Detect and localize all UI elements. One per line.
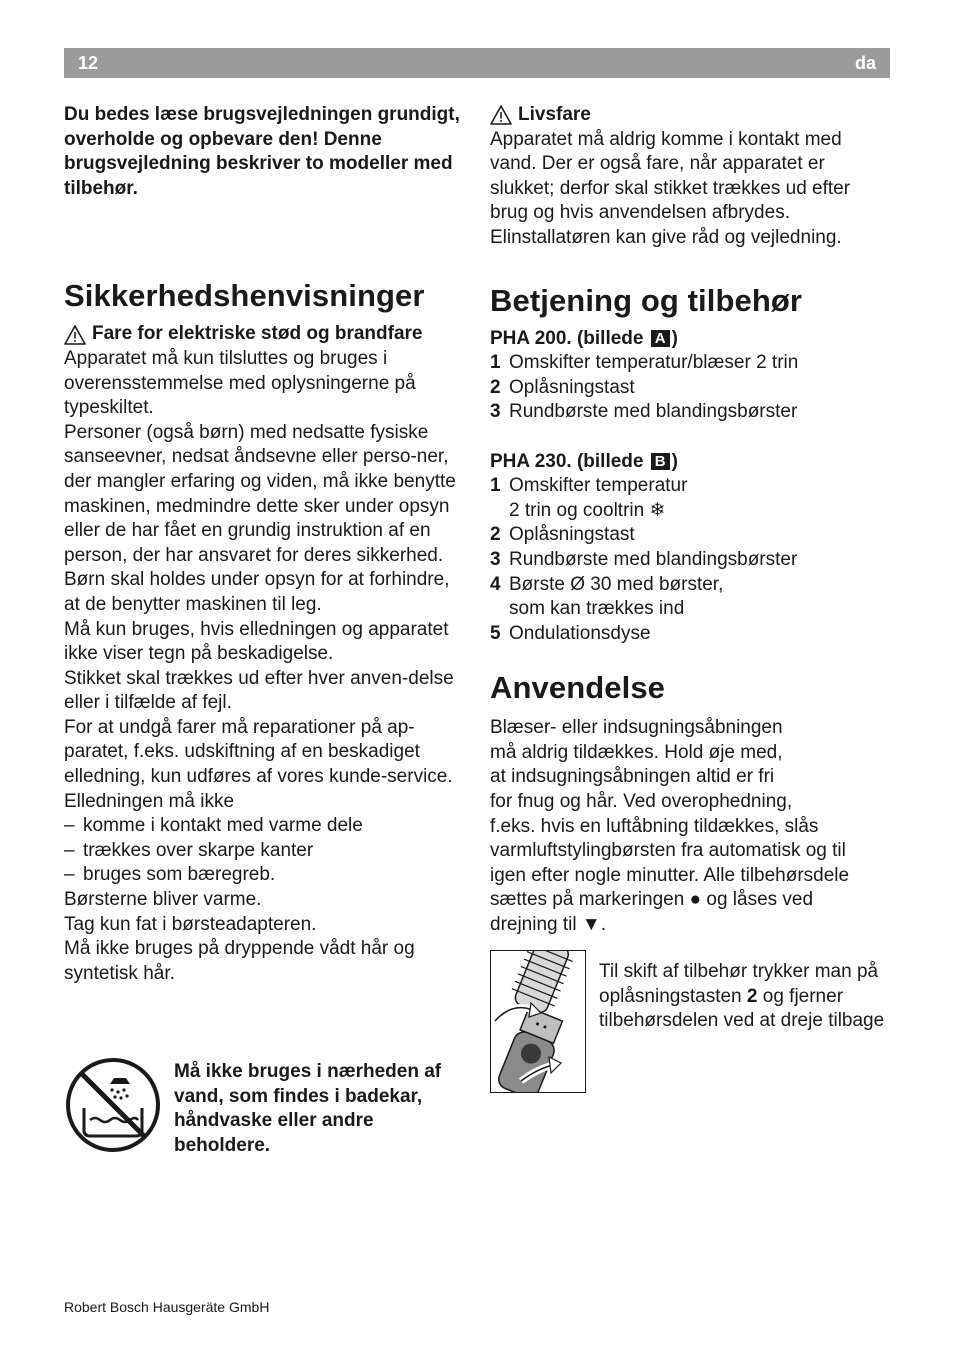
list-item: – bruges som bæregreb. <box>64 864 276 886</box>
list-item: 2 Oplåsningstast <box>490 376 635 398</box>
warning-triangle-icon <box>490 105 512 125</box>
safety-paragraph: Elledningen må ikke <box>64 790 235 812</box>
list-item: 5 Ondulationsdyse <box>490 622 651 644</box>
model-b-title: PHA 230. (billede B ) <box>490 450 678 472</box>
accessory-change-illustration <box>490 950 586 1093</box>
water-warning-text: Må ikke bruges i nærheden af vand, som findes i badekar, håndvaske eller andre beholdere. <box>174 1061 442 1156</box>
safety-paragraph: Må ikke bruges på dryppende vådt hår og syntetisk hår. <box>64 938 415 984</box>
intro-text: Du bedes læse brugsvejledningen grundigt, overholde og opbevare den! Denne brugsvejledning beskriver to modeller med tilbehør. <box>64 104 460 199</box>
cord-restrictions-list <box>64 814 464 888</box>
model-a-list <box>490 351 885 425</box>
accessory-change-block <box>490 950 885 1100</box>
list-item: 2 Oplåsningstast <box>490 524 635 546</box>
page-header-bar <box>64 48 890 78</box>
danger-title-text: Livsfare <box>518 104 591 125</box>
figure-b-label: B <box>651 453 670 470</box>
model-a-title: PHA 200. (billede A ) <box>490 327 678 349</box>
safety-paragraph: For at undgå farer må reparationer på ap-paratet, f.eks. udskiftning af en beskadiget elledning, kun udføres af vores kunde-service. <box>64 716 453 788</box>
safety-paragraph: Personer (også børn) med nedsatte fysiske sanseevner, nedsat åndsevne eller perso-ner, der mangler erfaring og viden, må ikke benytte maskinen, medmindre dette sker under opsyn eller de har fået en grundig instruktion af en person, der har ansvaret for deres sikkerhed. <box>64 421 456 566</box>
page-number: 12 <box>78 53 99 73</box>
list-item: 1 Omskifter temperatur 2 trin og cooltrin ❄ <box>490 475 688 521</box>
operation-heading: Betjening og tilbehør <box>490 282 803 318</box>
snowflake-icon: ❄ <box>649 499 666 521</box>
figure-a-label: A <box>651 330 670 347</box>
no-water-icon <box>64 1056 162 1154</box>
list-item: 3 Rundbørste med blandingsbørster <box>490 401 798 423</box>
danger-title <box>490 103 885 128</box>
dot-marker-icon: ● <box>689 889 702 911</box>
safety-paragraph: Apparatet må kun tilsluttes og bruges i overensstemmelse med oplysningerne på typeskiltet. <box>64 347 416 419</box>
danger-text: Apparatet må aldrig komme i kontakt med vand. Der er også fare, når apparatet er slukket; derfor skal stikket trækkes ud efter brug og hvis anvendelsen afbrydes. Elinstallatøren kan give råd og vejledning. <box>490 128 851 248</box>
model-b-list <box>490 474 885 646</box>
language-code: da <box>854 53 876 73</box>
triangle-marker-icon: ▼ <box>581 914 601 936</box>
accessory-change-text: Til skift af tilbehør trykker man på oplåsningstasten 2 og fjerner tilbehørsdelen ved at dreje tilbage <box>599 961 885 1032</box>
left-column <box>64 101 464 986</box>
brush-release-icon <box>491 951 586 1093</box>
safety-paragraph: Tag kun fat i børsteadapteren. <box>64 913 317 935</box>
safety-paragraph: Stikket skal trækkes ud efter hver anven-delse eller i tilfælde af fejl. <box>64 667 454 714</box>
list-item: 1 Omskifter temperatur/blæser 2 trin <box>490 352 799 374</box>
list-item: – trækkes over skarpe kanter <box>64 839 314 861</box>
usage-heading: Anvendelse <box>490 670 666 706</box>
usage-text: Blæser- eller indsugningsåbningen må aldrig tildækkes. Hold øje med, at indsugningsåbningen altid er fri for fnug og hår. Ved overophedning, f.eks. hvis en luftåbning tildækkes, slås varmluftstylingbørsten fra automatisk og til igen efter nogle minutter. Alle tilbehørsdele sættes på markeringen ● og låses ved drejning til ▼. <box>490 717 850 936</box>
safety-heading: Sikkerhedshenvisninger <box>64 278 425 314</box>
right-column <box>490 101 885 938</box>
list-item: – komme i kontakt med varme dele <box>64 815 363 837</box>
safety-paragraph: Må kun bruges, hvis elledningen og apparatet ikke viser tegn på beskadigelse. <box>64 618 449 665</box>
water-warning-block <box>64 1056 474 1166</box>
safety-paragraph: Børn skal holdes under opsyn for at forhindre, at de benytter maskinen til leg. <box>64 569 450 615</box>
electric-warning-title-text: Fare for elektriske stød og brandfare <box>92 323 423 345</box>
electric-warning-title <box>64 322 464 347</box>
safety-paragraph: Børsterne bliver varme. <box>64 889 262 911</box>
list-item: 3 Rundbørste med blandingsbørster <box>490 548 798 570</box>
warning-triangle-icon <box>64 325 86 345</box>
footer-company: Robert Bosch Hausgeräte GmbH <box>64 1299 270 1315</box>
list-item: 4 Børste Ø 30 med børster, som kan trækkes ind <box>490 573 724 620</box>
